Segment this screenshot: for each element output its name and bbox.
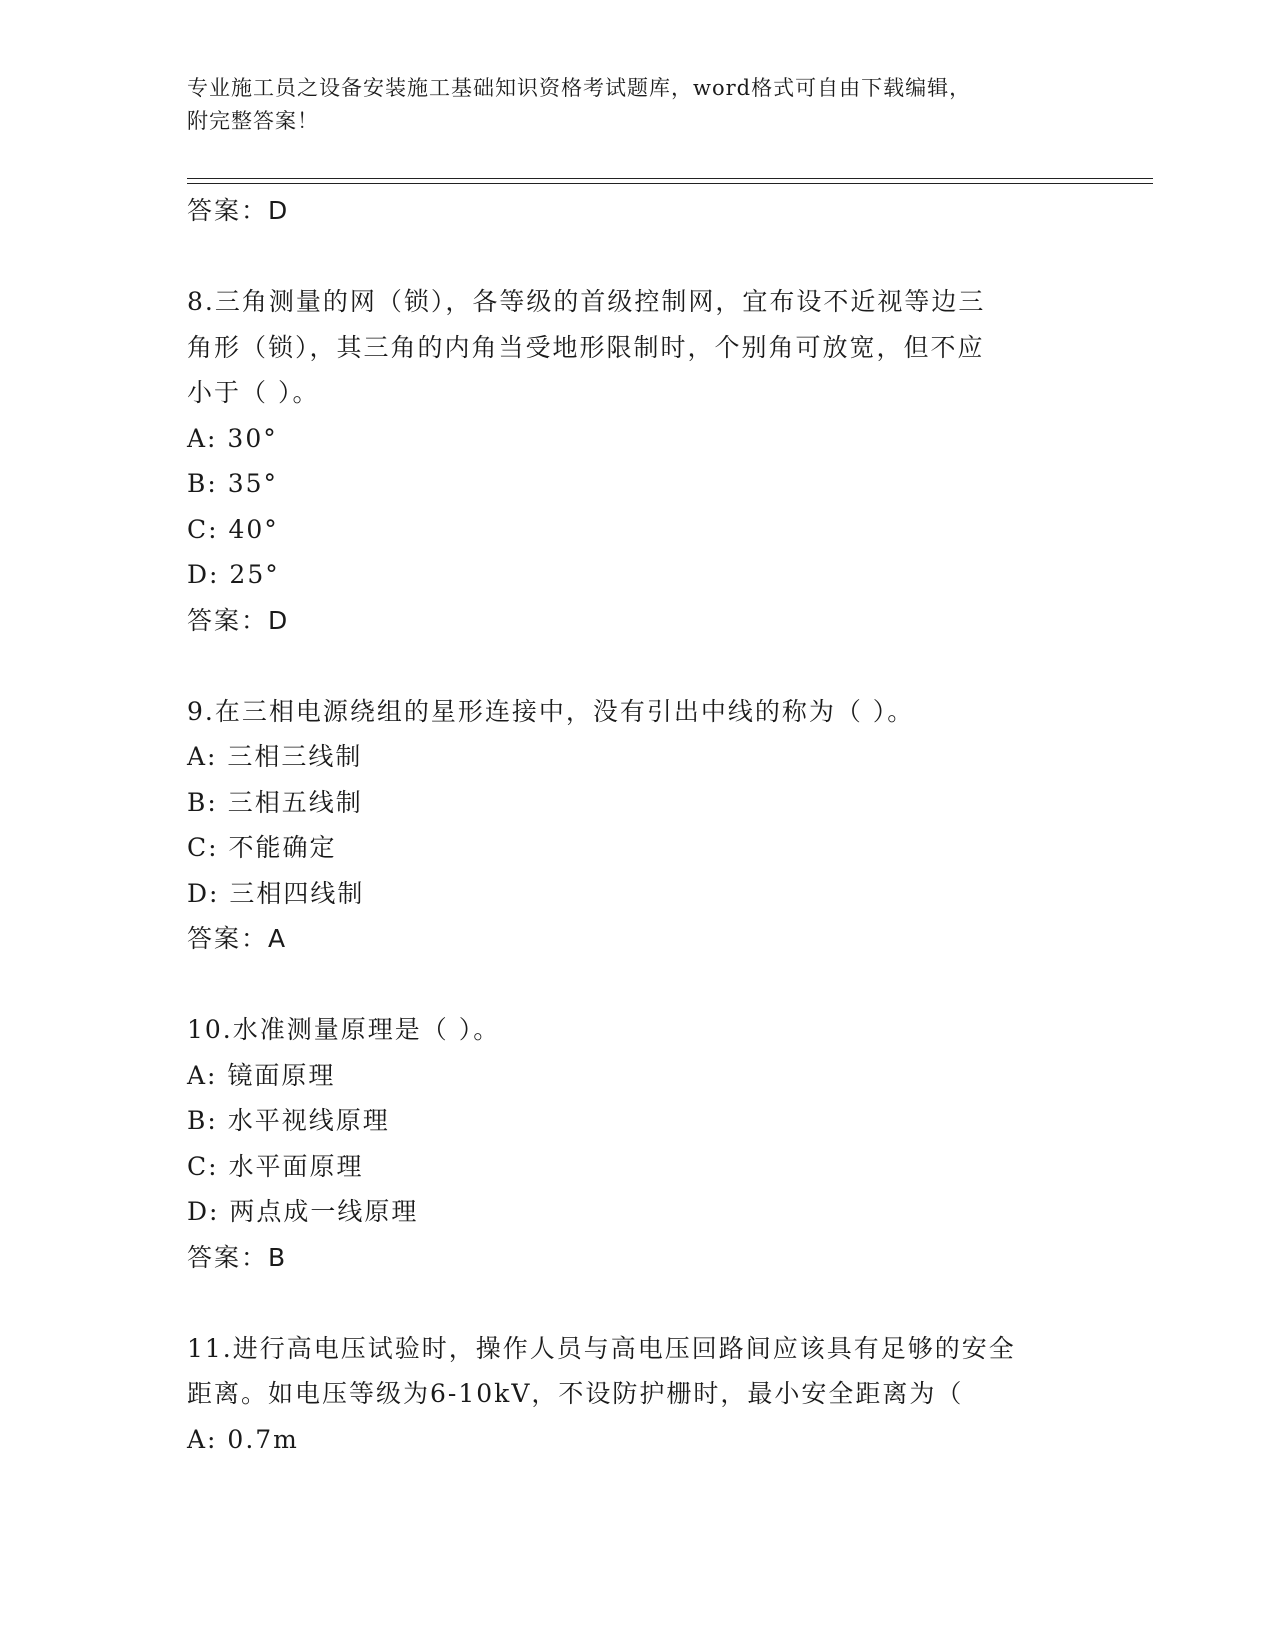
option-a: A: 30° (187, 423, 278, 453)
option-b: B: 35° (187, 469, 279, 498)
option-b: B: 三相五线制 (187, 787, 363, 817)
question-stem-line: 9.在三相电源绕组的星形连接中，没有引出中线的称为（ ）。 (187, 696, 915, 726)
spacer (187, 234, 1087, 280)
answer-line: 答案：A (187, 924, 288, 953)
question-10 (187, 1007, 1087, 1280)
header-rule-top (187, 178, 1153, 179)
question-stem-line: 距离。如电压等级为6-10kV，不设防护栅时，最小安全距离为（ (187, 1379, 964, 1408)
question-8 (187, 279, 1087, 643)
header-line-1: 专业施工员之设备安装施工基础知识资格考试题库，word格式可自由下载编辑， (187, 76, 972, 100)
option-d: D: 25° (187, 560, 280, 589)
spacer (187, 962, 1087, 1008)
question-stem-line: 8.三角测量的网（锁），各等级的首级控制网，宜布设不近视等边三 (187, 287, 986, 316)
question-stem-line: 10.水准测量原理是（ ）。 (187, 1015, 501, 1044)
question-9 (187, 689, 1087, 962)
question-stem-line: 11.进行高电压试验时，操作人员与高电压回路间应该具有足够的安全 (187, 1333, 1016, 1363)
question-list (187, 188, 1087, 1462)
option-a: A: 三相三线制 (187, 742, 363, 771)
spacer (187, 643, 1087, 689)
answer-line: 答案：D (187, 196, 290, 225)
header-rule-bottom (187, 183, 1153, 184)
answer-line: 答案：B (187, 1242, 288, 1272)
option-d: D: 两点成一线原理 (187, 1197, 419, 1226)
question-stem-line: 角形（锁），其三角的内角当受地形限制时，个别角可放宽，但不应 (187, 332, 985, 362)
option-c: C: 40° (187, 514, 279, 544)
header-line-2: 附完整答案！ (187, 109, 319, 133)
option-d: D: 三相四线制 (187, 878, 365, 908)
answer-line: 答案：D (187, 605, 290, 635)
question-stem-line: 小于（ ）。 (187, 378, 320, 407)
spacer (187, 1280, 1087, 1326)
document-header (187, 72, 1067, 138)
option-c: C: 不能确定 (187, 833, 337, 862)
option-a: A: 镜面原理 (187, 1060, 336, 1090)
option-a: A: 0.7m (187, 1424, 299, 1454)
option-b: B: 水平视线原理 (187, 1106, 390, 1135)
option-c: C: 水平面原理 (187, 1151, 364, 1181)
question-11 (187, 1326, 1087, 1463)
